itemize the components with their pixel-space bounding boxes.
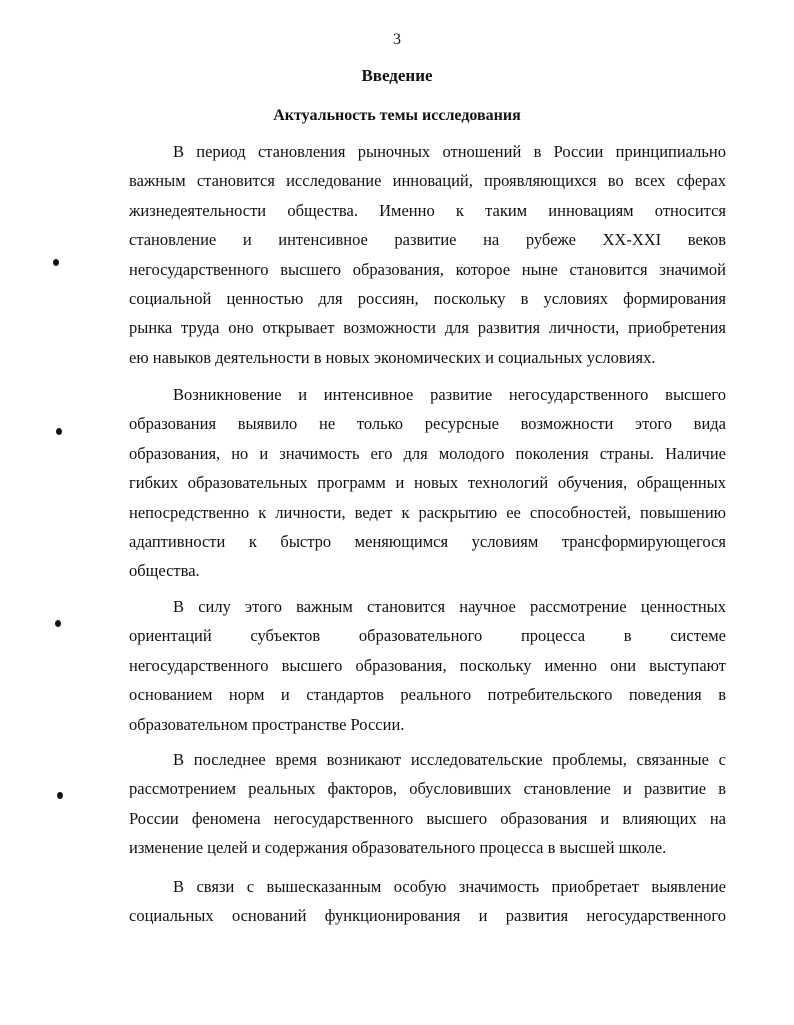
text-line: В силу этого важным становится научное рассмотрение ценностных	[173, 597, 726, 616]
text-line: Возникновение и интенсивное развитие негосударственного высшего	[173, 385, 726, 404]
text-line: негосударственного высшего образования, которое ныне становится значимой	[129, 259, 726, 279]
text-line: важным становится исследование инноваций, проявляющихся во всех сферах	[129, 171, 726, 191]
text-line: образования, но и значимость его для молодого поколения страны. Наличие	[129, 443, 726, 463]
text-line: рассмотрением реальных факторов, обусловивших становление и развитие в	[129, 779, 726, 799]
text-line: рынка труда оно открывает возможности для развития личности, приобретения	[129, 318, 726, 338]
binding-hole-mark	[56, 428, 62, 435]
text-line: В связи с вышесказанным особую значимость приобретает выявление	[173, 877, 726, 896]
text-line: становление и интенсивное развитие на рубеже XX-XXI веков	[129, 230, 726, 250]
text-line: жизнедеятельности общества. Именно к таким инновациям относится	[129, 200, 726, 220]
paragraph-3	[129, 592, 726, 739]
text-line: ею навыков деятельности в новых экономических и социальных условиях.	[129, 347, 656, 367]
paragraph-2	[129, 380, 726, 586]
paragraph-1	[129, 137, 726, 372]
page-number: 3	[393, 31, 401, 48]
text-line: социальных оснований функционирования и развития негосударственного	[129, 906, 726, 926]
text-line: В период становления рыночных отношений в России принципиально	[173, 142, 726, 161]
binding-hole-mark	[57, 792, 63, 799]
text-line: непосредственно к личности, ведет к раскрытию ее способностей, повышению	[129, 502, 726, 522]
text-line: общества.	[129, 561, 200, 581]
text-line: социальной ценностью для россиян, поскольку в условиях формирования	[129, 288, 726, 308]
text-line: образования выявило не только ресурсные возможности этого вида	[129, 414, 726, 434]
text-line: негосударственного высшего образования, поскольку именно они выступают	[129, 655, 726, 675]
text-line: образовательном пространстве России.	[129, 714, 405, 734]
binding-hole-mark	[55, 620, 61, 627]
binding-hole-mark	[53, 259, 59, 266]
section-subtitle: Актуальность темы исследования	[273, 107, 521, 124]
text-line: основанием норм и стандартов реального потребительского поведения в	[129, 685, 726, 705]
text-line: В последнее время возникают исследовательские проблемы, связанные с	[173, 750, 726, 769]
text-line: России феномена негосударственного высшего образования и влияющих на	[129, 808, 726, 828]
section-title: Введение	[361, 66, 433, 85]
paragraph-5	[129, 872, 726, 931]
text-line: ориентаций субъектов образовательного процесса в системе	[129, 626, 726, 646]
text-line: изменение целей и содержания образовательного процесса в высшей школе.	[129, 838, 667, 858]
paragraph-4	[129, 745, 726, 863]
text-line: адаптивности к быстро меняющимся условиям трансформирующегося	[129, 531, 726, 551]
text-line: гибких образовательных программ и новых технологий обучения, обращенных	[129, 473, 726, 493]
